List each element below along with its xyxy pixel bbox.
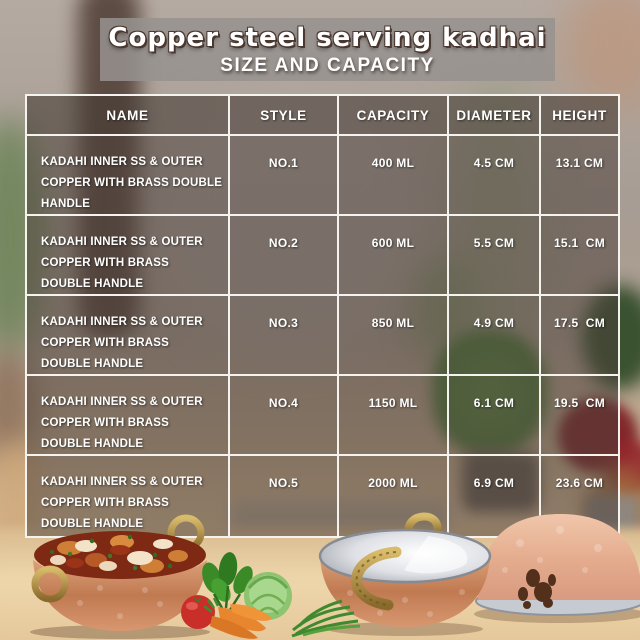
table-row-2-diameter: 5.5 CM <box>449 216 541 296</box>
name-line: COPPER WITH BRASS <box>41 337 169 349</box>
table-row-4-name <box>27 376 230 456</box>
table-row-1-name <box>27 136 230 216</box>
col-header-style: STYLE <box>230 96 339 136</box>
name-line: DOUBLE HANDLE <box>41 518 144 530</box>
table-row-1-diameter: 4.5 CM <box>449 136 541 216</box>
page-subtitle: SIZE AND CAPACITY <box>220 54 435 76</box>
name-line: COPPER WITH BRASS DOUBLE <box>41 177 223 189</box>
table-row-3-capacity: 850 ML <box>339 296 449 376</box>
name-line: DOUBLE HANDLE <box>41 358 144 370</box>
table-row-3-style: NO.3 <box>230 296 339 376</box>
table-row-5-height: 23.6 CM <box>541 456 618 536</box>
table-row-2-style: NO.2 <box>230 216 339 296</box>
copper-kadhai-with-curry <box>30 518 210 639</box>
table-row-4-height: 19.5 CM <box>541 376 618 456</box>
table-row-4-diameter: 6.1 CM <box>449 376 541 456</box>
table-row-3-diameter: 4.9 CM <box>449 296 541 376</box>
copper-steel-kadhai-interior <box>320 516 490 636</box>
name-line: COPPER WITH BRASS <box>41 497 169 509</box>
name-line: KADAHI INNER SS & OUTER <box>41 236 203 248</box>
table-row-1-height: 13.1 CM <box>541 136 618 216</box>
table-row-1-capacity: 400 ML <box>339 136 449 216</box>
name-line: HANDLE <box>41 198 91 210</box>
name-line: COPPER WITH BRASS <box>41 417 169 429</box>
size-capacity-table <box>25 94 620 538</box>
table-row-3-height: 17.5 CM <box>541 296 618 376</box>
name-line: KADAHI INNER SS & OUTER <box>41 316 203 328</box>
name-line: KADAHI INNER SS & OUTER <box>41 396 203 408</box>
name-line: KADAHI INNER SS & OUTER <box>41 156 203 168</box>
table-row-4-style: NO.4 <box>230 376 339 456</box>
table-row-2-capacity: 600 ML <box>339 216 449 296</box>
name-line: DOUBLE HANDLE <box>41 438 144 450</box>
table-row-1-style: NO.1 <box>230 136 339 216</box>
table-row-5-diameter: 6.9 CM <box>449 456 541 536</box>
col-header-height: HEIGHT <box>541 96 618 136</box>
tomato <box>181 595 215 629</box>
table-row-4-capacity: 1150 ML <box>339 376 449 456</box>
page-title: Copper steel serving kadhai <box>108 22 547 53</box>
col-header-name: NAME <box>27 96 230 136</box>
copper-kadhai-overturned <box>474 514 640 623</box>
name-line: DOUBLE HANDLE <box>41 278 144 290</box>
name-line: KADAHI INNER SS & OUTER <box>41 476 203 488</box>
table-row-5-style: NO.5 <box>230 456 339 536</box>
table-row-5-capacity: 2000 ML <box>339 456 449 536</box>
title-banner <box>100 18 555 81</box>
col-header-diameter: DIAMETER <box>449 96 541 136</box>
product-photos <box>0 508 640 640</box>
col-header-capacity: CAPACITY <box>339 96 449 136</box>
table-row-2-height: 15.1 CM <box>541 216 618 296</box>
table-row-3-name <box>27 296 230 376</box>
name-line: COPPER WITH BRASS <box>41 257 169 269</box>
table-row-2-name <box>27 216 230 296</box>
